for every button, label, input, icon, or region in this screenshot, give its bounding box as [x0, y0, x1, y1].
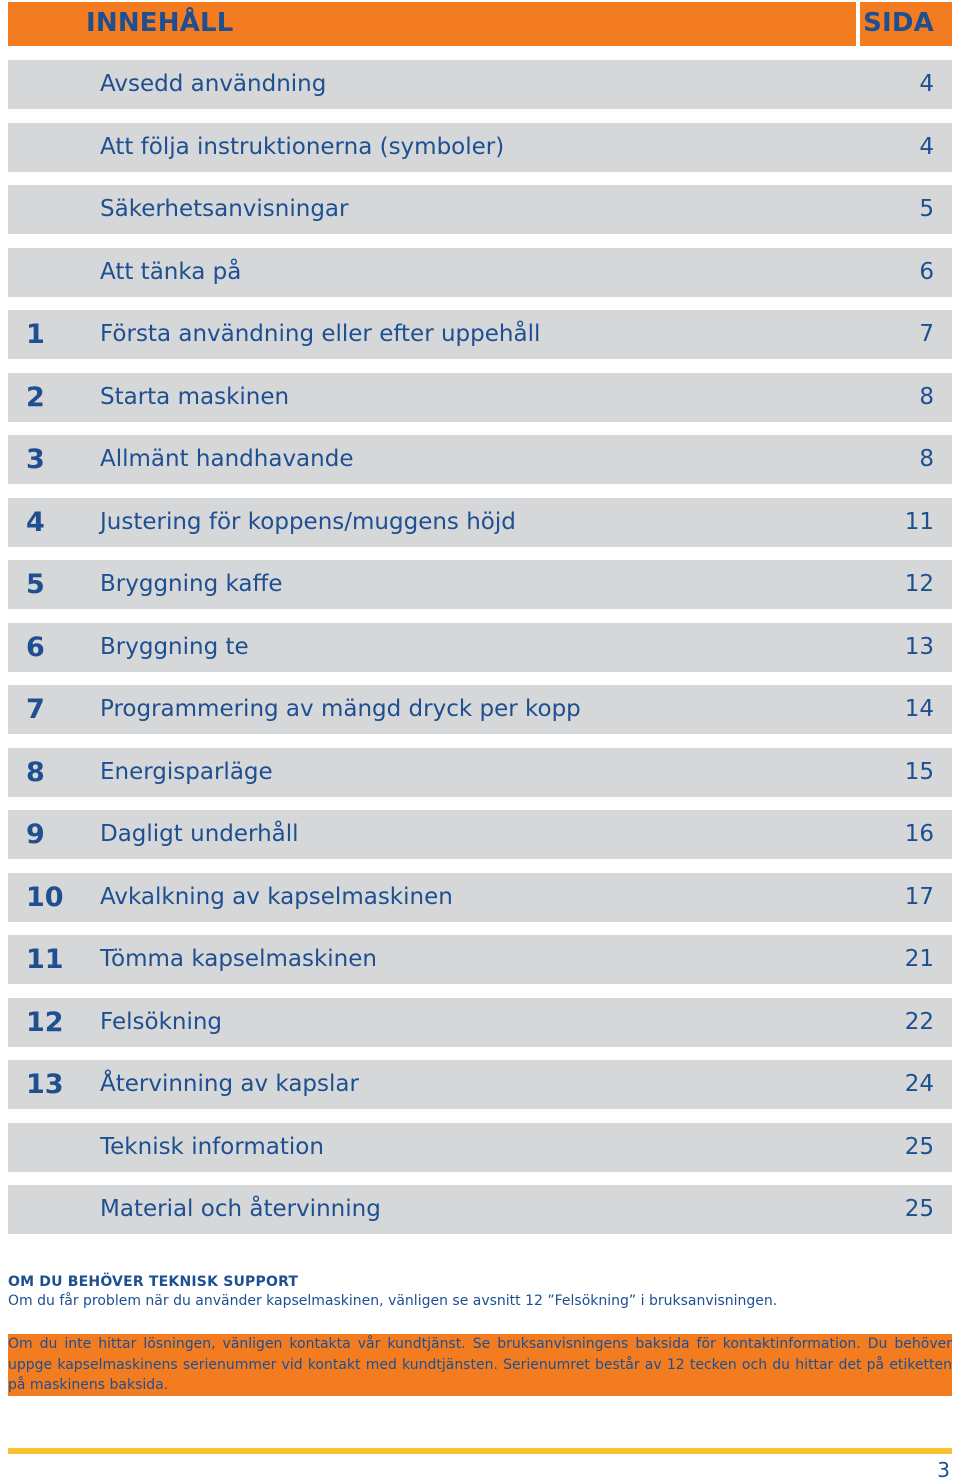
toc-page-number: 5 [919, 196, 934, 222]
toc-row[interactable] [8, 873, 952, 922]
toc-page-number: 13 [904, 633, 934, 660]
toc-chapter-title: Avsedd användning [100, 71, 327, 97]
toc-page-number: 4 [919, 71, 934, 97]
contents-heading: INNEHÅLL [86, 8, 234, 38]
toc-row[interactable] [8, 685, 952, 734]
toc-chapter-number: 10 [26, 881, 64, 913]
toc-chapter-number: 6 [26, 631, 45, 663]
page-header-cell [860, 2, 952, 46]
toc-page-number: 15 [904, 758, 934, 785]
toc-chapter-title: Återvinning av kapslar [100, 1071, 359, 1097]
page-number: 3 [937, 1458, 950, 1482]
toc-row[interactable] [8, 435, 952, 484]
toc-row[interactable] [8, 1123, 952, 1172]
toc-row[interactable] [8, 560, 952, 609]
toc-page-number: 8 [919, 383, 934, 410]
support-notice-text: Om du inte hittar lösningen, vänligen kontakta vår kundtjänst. Se bruksanvisningens baksida för kontaktinformation. Du behöver uppge kapselmaskinens serienummer vid kontakt med kundtjänsten. Serienumret består av 12 tecken och du hittar det på etiketten på maskinens baksida. [8, 1336, 952, 1393]
toc-row[interactable] [8, 373, 952, 422]
support-text: Om du får problem när du använder kapselmaskinen, vänligen se avsnitt 12 ”Felsökning” i bruksanvisningen. [8, 1293, 778, 1309]
toc-chapter-title: Allmänt handhavande [100, 446, 354, 472]
toc-chapter-number: 5 [26, 569, 45, 600]
toc-chapter-title: Starta maskinen [100, 383, 290, 410]
contents-header-cell [8, 2, 856, 46]
toc-row[interactable] [8, 935, 952, 984]
toc-chapter-number: 9 [26, 819, 45, 850]
toc-page-number: 8 [919, 446, 934, 472]
table-of-contents [8, 60, 952, 1248]
toc-page-number: 17 [904, 883, 934, 910]
toc-chapter-title: Energisparläge [100, 758, 273, 785]
toc-chapter-title: Bryggning kaffe [100, 571, 283, 597]
toc-row[interactable] [8, 1060, 952, 1109]
toc-chapter-title: Tömma kapselmaskinen [100, 946, 377, 972]
toc-row[interactable] [8, 185, 952, 234]
toc-chapter-number: 11 [26, 944, 64, 975]
toc-chapter-number: 13 [26, 1069, 64, 1100]
toc-page-number: 14 [904, 696, 934, 722]
toc-page-number: 24 [904, 1071, 934, 1097]
toc-chapter-number: 12 [26, 1006, 64, 1038]
toc-page-number: 21 [904, 946, 934, 972]
toc-chapter-title: Justering för koppens/muggens höjd [100, 508, 516, 535]
toc-row[interactable] [8, 1185, 952, 1234]
toc-page-number: 25 [904, 1196, 934, 1222]
toc-chapter-number: 8 [26, 756, 45, 788]
toc-chapter-number: 4 [26, 506, 45, 538]
toc-chapter-title: Att tänka på [100, 258, 242, 285]
toc-page-number: 4 [919, 133, 934, 160]
toc-row[interactable] [8, 998, 952, 1047]
support-title: OM DU BEHÖVER TEKNISK SUPPORT [8, 1274, 299, 1290]
support-notice-box [8, 1334, 952, 1396]
toc-chapter-number: 3 [26, 444, 45, 475]
toc-page-number: 25 [904, 1133, 934, 1160]
toc-page-number: 16 [904, 821, 934, 847]
toc-chapter-title: Felsökning [100, 1008, 223, 1035]
toc-row[interactable] [8, 248, 952, 297]
toc-chapter-title: Bryggning te [100, 633, 249, 660]
toc-row[interactable] [8, 310, 952, 359]
toc-chapter-number: 2 [26, 381, 45, 413]
toc-row[interactable] [8, 498, 952, 547]
toc-chapter-title: Teknisk information [100, 1133, 324, 1160]
toc-chapter-title: Programmering av mängd dryck per kopp [100, 696, 581, 722]
toc-page-number: 11 [904, 508, 934, 535]
toc-chapter-title: Att följa instruktionerna (symboler) [100, 133, 505, 160]
page-heading: SIDA [863, 8, 934, 38]
toc-chapter-number: 1 [26, 319, 45, 350]
toc-chapter-title: Material och återvinning [100, 1196, 381, 1222]
toc-row[interactable] [8, 123, 952, 172]
support-section [8, 1274, 952, 1309]
toc-row[interactable] [8, 623, 952, 672]
toc-row[interactable] [8, 60, 952, 109]
toc-page-number: 12 [904, 571, 934, 597]
toc-chapter-title: Avkalkning av kapselmaskinen [100, 883, 453, 910]
toc-header [8, 2, 952, 46]
toc-row[interactable] [8, 810, 952, 859]
toc-page-number: 6 [919, 258, 934, 285]
toc-page-number: 7 [919, 321, 934, 347]
toc-row[interactable] [8, 748, 952, 797]
toc-chapter-number: 7 [26, 694, 45, 725]
toc-chapter-title: Första användning eller efter uppehåll [100, 321, 541, 347]
toc-chapter-title: Säkerhetsanvisningar [100, 196, 349, 222]
toc-chapter-title: Dagligt underhåll [100, 821, 299, 847]
toc-page-number: 22 [904, 1008, 934, 1035]
footer-divider [8, 1448, 952, 1454]
